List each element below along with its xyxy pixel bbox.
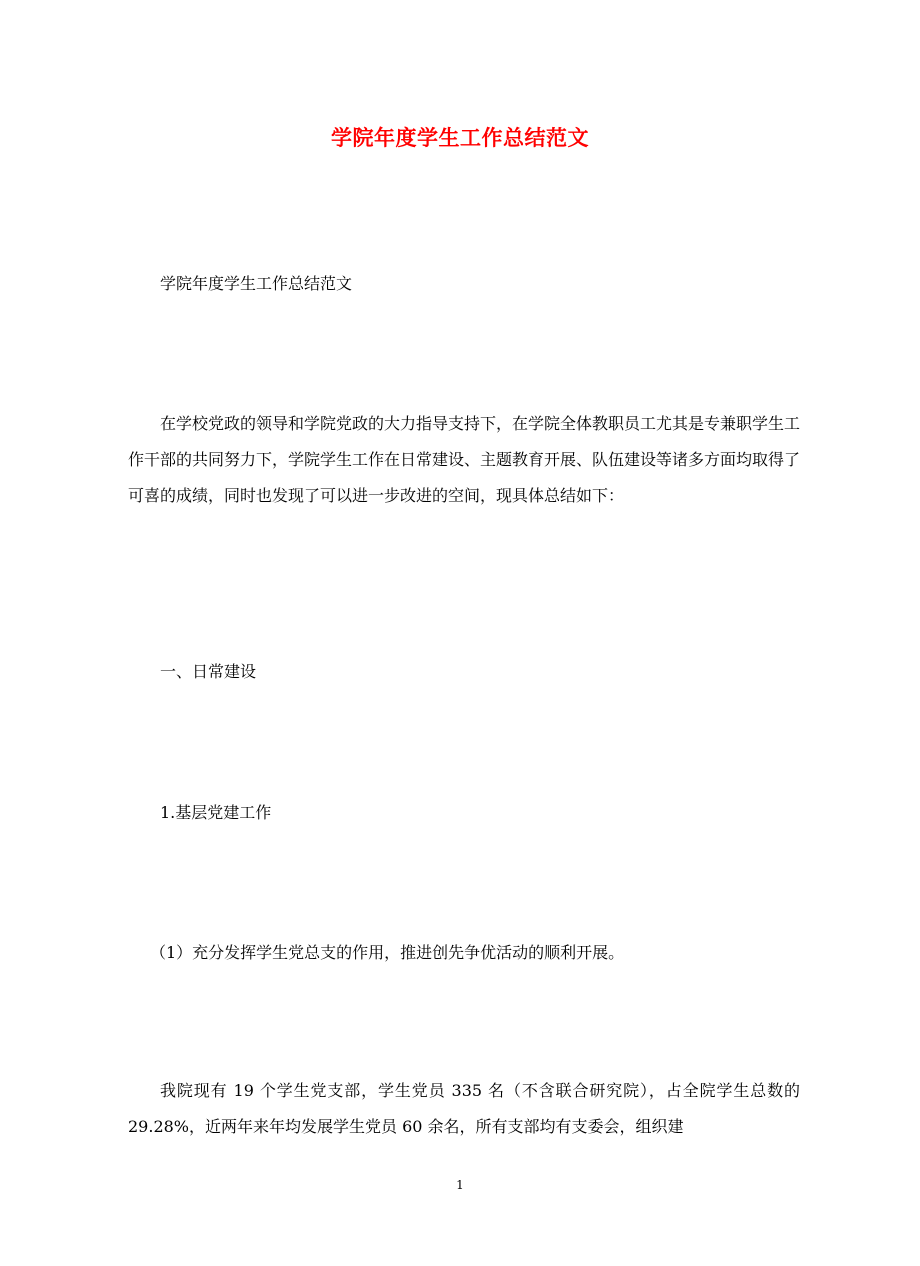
intro-paragraph: 在学校党政的领导和学院党政的大力指导支持下，在学院全体教职员工尤其是专兼职学生工作干部的共同努力下，学院学生工作在日常建设、主题教育开展、队伍建设等诸多方面均取得了可喜的成绩，同时也发现了可以进一步改进的空间，现具体总结如下： xyxy=(128,414,801,505)
document-subtitle: 学院年度学生工作总结范文 xyxy=(160,274,353,293)
section-heading: 一、日常建设 xyxy=(160,662,257,681)
body-paragraph: 我院现有 19 个学生党支部，学生党员 335 名（不含联合研究院），占全院学生总数的 29.28%，近两年来年均发展学生党员 60 余名，所有支部均有支委会，组织建 xyxy=(128,1081,800,1136)
page-number: 1 xyxy=(456,1178,464,1192)
document-title: 学院年度学生工作总结范文 xyxy=(331,125,589,150)
subsection-heading: 1.基层党建工作 xyxy=(160,803,272,822)
item-heading: （1）充分发挥学生党总支的作用，推进创先争优活动的顺利开展。 xyxy=(150,943,625,962)
